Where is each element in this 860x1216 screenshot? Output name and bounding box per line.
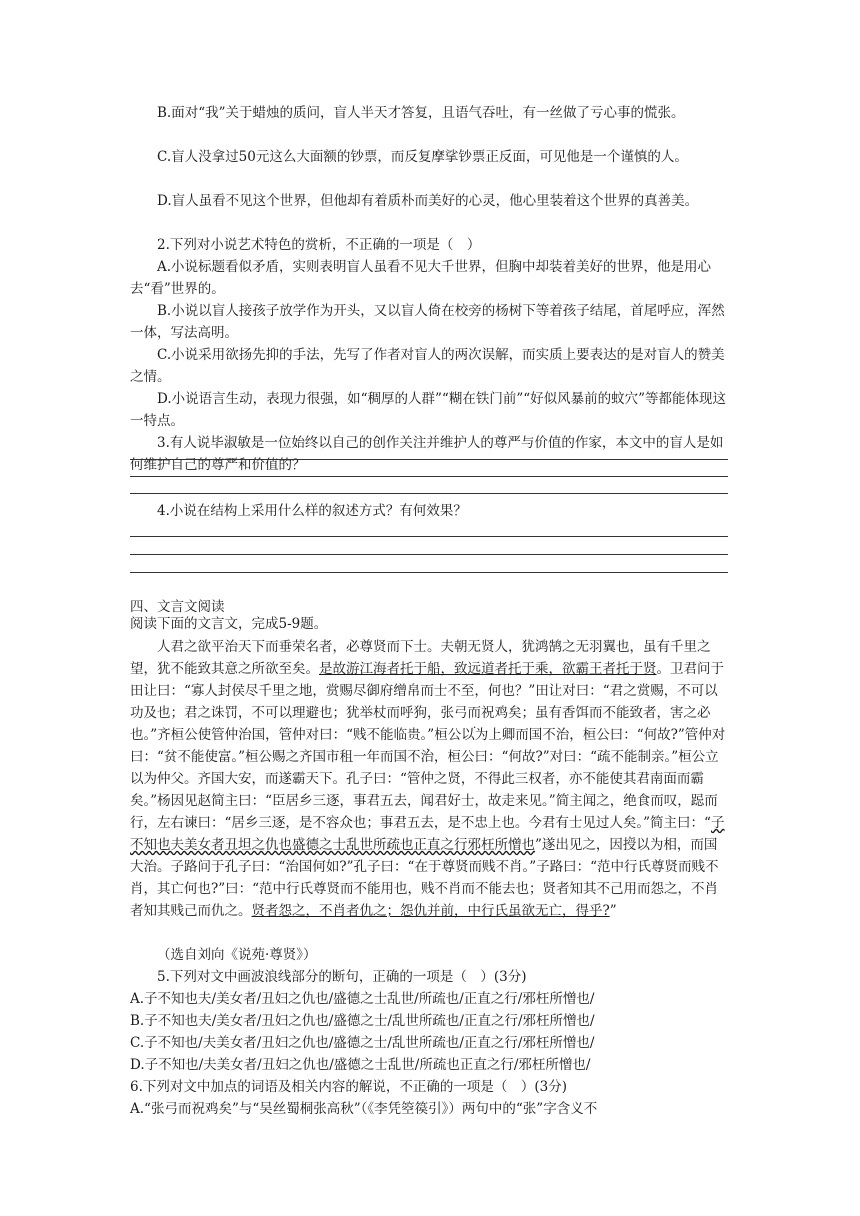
q4-stem: 4.小说在结构上采用什么样的叙述方式？有何效果？	[157, 503, 467, 519]
section-heading: 四、文言文阅读	[130, 599, 225, 615]
underlined-sentence-2: 贤者怨之，不肖者仇之；怨仇并前，中行氏虽欲无亡，得乎?	[251, 903, 610, 919]
q2-option-c: C.小说采用欲扬先抑的手法，先写了作者对盲人的两次误解，而实质上要表达的是对盲人的赞美之情。	[130, 347, 725, 385]
q5-option-b: B.子不知也夫/美女者/丑妇之仇也/盛德之士/乱世所疏也/正直之行/邪枉所憎也/	[130, 1013, 595, 1029]
q6-option-a: A.“张弓而祝鸡矣”与“吴丝蜀桐张高秋”（《李凭箜篌引》）两句中的“张”字含义不	[130, 1101, 598, 1117]
q2-option-d: D.小说语言生动，表现力很强，如“稠厚的人群”“糊在铁门前”“好似风暴前的蚊穴”等都能体现这一特点。	[130, 391, 727, 429]
q5-option-d: D.子不知也/夫美女者/丑妇之仇也/盛德之士乱世/所疏也正直之行/邪枉所憎也/	[130, 1057, 591, 1073]
q2-option-a: A.小说标题看似矛盾，实则表明盲人虽看不见大千世界，但胸中却装着美好的世界，他是用心去“看”世界的。	[130, 259, 712, 297]
q6-stem: 6.下列对文中加点的词语及相关内容的解说，不正确的一项是（ ）(3分)	[130, 1079, 568, 1095]
q4-answer-line-2[interactable]	[130, 554, 728, 555]
underlined-sentence-1: 是故游江海者托于船，致远道者托于乘，欲霸王者托于贤	[319, 661, 657, 677]
q3-stem: 3.有人说毕淑敏是一位始终以自己的创作关注并维护人的尊严与价值的作家，本文中的盲人是如何维护自己的尊严和价值的？	[130, 435, 724, 473]
q1-option-d: D.盲人虽看不见这个世界，但他却有着质朴而美好的心灵，他心里装着这个世界的真善美。	[157, 193, 699, 209]
q3-answer-line-1[interactable]	[130, 459, 728, 460]
q2-option-b: B.小说以盲人接孩子放学作为开头，又以盲人倚在校旁的杨树下等着孩子结尾，首尾呼应，浑然一体，写法高明。	[130, 303, 725, 341]
q5-stem: 5.下列对文中画波浪线部分的断句，正确的一项是（ ）(3分)	[157, 969, 527, 985]
q4-answer-line-3[interactable]	[130, 572, 728, 573]
dotted-word-guo: 过 .	[596, 815, 610, 831]
q3-answer-line-2[interactable]	[130, 476, 728, 477]
dotted-word-lin: 临 .	[394, 727, 408, 743]
q2-stem: 2.下列对小说艺术特色的赏析，不正确的一项是（ ）	[157, 237, 481, 253]
passage-source: （选自刘向《说苑·尊贤》）	[157, 947, 317, 963]
q1-option-b: B.面对“我”关于蜡烛的质问，盲人半天才答复，且语气吞吐，有一丝做了亏心事的慌张。	[157, 105, 685, 121]
q5-option-a: A.子不知也夫/美女者/丑妇之仇也/盛德之士乱世/所疏也/正直之行/邪枉所憎也/	[130, 991, 595, 1007]
q4-answer-line-1[interactable]	[130, 536, 728, 537]
section-instruction: 阅读下面的文言文，完成5-9题。	[130, 616, 328, 632]
dotted-word-zhang: 张 .	[441, 705, 455, 721]
classical-passage: 人君之欲平治天下而垂荣名者，必尊贤而下士。夫朝无贤人，犹鸿鹄之无羽翼也，虽有千里之望，犹不能致其意之所欲至矣。是故游江海者托于船，致远道者托于乘，欲霸王者托于贤。卫君问于田让曰：“寡人封侯尽千里之地，赏赐尽御府缯帛而士不至，何也？”田让对曰：“君之赏赐，不可以功及也；君之诛罚，不可以理避也；犹举杖而呼狗，张 .弓而祝鸡矣；虽有香饵而不能致者，害之必也。”齐桓公使管仲治国，管仲对曰：“贱不能临 .贵。”桓公以为上卿而国不治，桓公曰：“何故?”管仲对曰：“贫不能使富。”桓公赐之齐国市租一年而国不治，桓公曰：“何故?”对曰：“疏不能制亲。”桓公立以为仲父。齐国大安，而遂霸天下。孔子曰：“管仲之贤，不得此三权者，亦不能使其君南面而霸矣。”杨因见赵简主曰：“臣居乡三逐，事君五去，闻君好士，故走来见。”简主闻之，绝食而叹，跽而行，左右谏曰：“居乡三逐，是不容众也；事君五去，是不忠上也。今君有士见过 .人矣。”简主曰：“子不知也夫美女者丑坦之仇也盛德之士乱世所疏也正直之行邪枉所憎也”遂出见之，因授以为相，而国大治。子路问于孔子曰：“治国何如?”孔子曰：“在于尊贤而贱不肖。”子路曰：“范中行氏尊贤而贱不肖，其亡何也?”曰：“范中行氏尊贤而不能用也，贱不肖而不能去也；贤者知其不己用而怨之，不肖者知其贱己而仇之。贤者怨之，不肖者仇之；怨仇并前，中行氏虽欲无亡，得乎?”	[130, 636, 730, 922]
q3-answer-line-3[interactable]	[130, 493, 728, 494]
wavy-line-sentence: 子不知也夫美女者丑坦之仇也盛德之士乱世所疏也正直之行邪枉所憎也	[130, 815, 725, 853]
q5-option-c: C.子不知也/夫美女者/丑妇之仇也/盛德之士/乱世所疏也/正直之行/邪枉所憎也/	[130, 1035, 595, 1051]
q1-option-c: C.盲人没拿过50元这么大面额的钞票，而反复摩挲钞票正反面，可见他是一个谨慎的人。	[157, 149, 688, 165]
